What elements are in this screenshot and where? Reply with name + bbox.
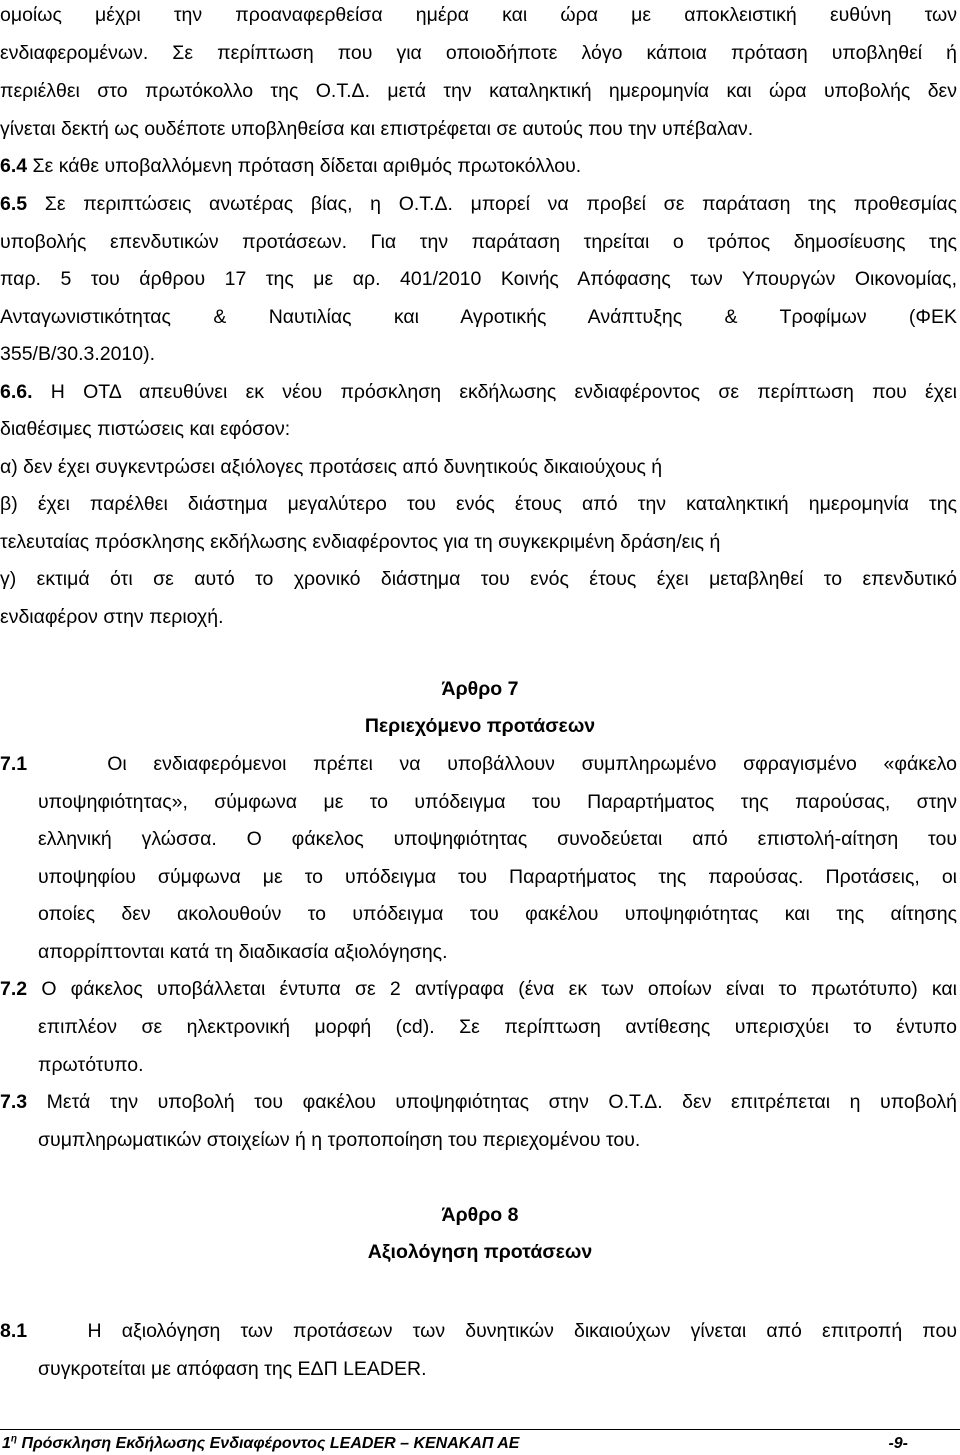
clause-number: 8.1 bbox=[0, 1320, 28, 1342]
clause-number: 6.6. bbox=[0, 381, 33, 403]
list-item-b: β) έχει παρέλθει διάστημα μεγαλύτερο του ενός έτους από την καταληκτική ημερομηνία της bbox=[0, 493, 957, 515]
paragraph-line: περιέλθει στο πρωτόκολλο της Ο.Τ.Δ. μετά την καταληκτική ημερομηνία και ώρα υποβολής δεν bbox=[0, 80, 957, 102]
paragraph-line: Ανταγωνιστικότητας & Ναυτιλίας και Αγροτικής Ανάπτυξης & Τροφίμων (ΦΕΚ bbox=[0, 306, 957, 328]
list-item-a: α) δεν έχει συγκεντρώσει αξιόλογες προτάσεις από δυνητικούς δικαιούχους ή bbox=[0, 456, 663, 478]
article-8-title: Αξιολόγηση προτάσεων bbox=[367, 1241, 593, 1263]
article-7-title: Περιεχόμενο προτάσεων bbox=[364, 715, 596, 737]
paragraph-line: υποβολής επενδυτικών προτάσεων. Για την παράταση τηρείται ο τρόπος δημοσίευσης της bbox=[0, 231, 957, 253]
clause-text: Η ΟΤΔ απευθύνει εκ νέου πρόσκληση εκδήλωσης ενδιαφέροντος σε περίπτωση που έχει bbox=[50, 381, 957, 403]
footer-title: Πρόσκληση Εκδήλωσης Ενδιαφέροντος LEADER – ΚΕΝΑΚΑΠ ΑΕ bbox=[21, 1435, 520, 1452]
paragraph-line: γίνεται δεκτή ως ουδέποτε υποβληθείσα και επιστρέφεται σε αυτούς που την υπέβαλαν. bbox=[0, 118, 754, 140]
footer-rule bbox=[0, 1429, 960, 1430]
clause-number: 7.1 bbox=[0, 753, 28, 775]
paragraph-7-1 bbox=[0, 751, 957, 777]
page-footer bbox=[2, 1434, 956, 1454]
paragraph-line: 355/Β/30.3.2010). bbox=[0, 343, 156, 365]
paragraph-line: ελληνική γλώσσα. Ο φάκελος υποψηφιότητας συνοδεύεται από επιστολή-αίτηση του bbox=[38, 828, 957, 850]
clause-text: Σε περιπτώσεις ανωτέρας βίας, η Ο.Τ.Δ. μπορεί να προβεί σε παράταση της προθεσμίας bbox=[44, 193, 957, 215]
list-item-c: γ) εκτιμά ότι σε αυτό το χρονικό διάστημα του ενός έτους έχει μεταβληθεί το επενδυτικό bbox=[0, 568, 957, 590]
paragraph-6-5 bbox=[0, 191, 957, 217]
article-7-heading: Άρθρο 7 bbox=[441, 678, 519, 700]
paragraph-line: τελευταίας πρόσκλησης εκδήλωσης ενδιαφέροντος για τη συγκεκριμένη δράση/εις ή bbox=[0, 531, 721, 553]
paragraph-line: διαθέσιμες πιστώσεις και εφόσον: bbox=[0, 418, 291, 440]
page-number: -9- bbox=[888, 1435, 908, 1452]
paragraph-7-3 bbox=[0, 1089, 957, 1115]
footer-ordinal: 1 bbox=[2, 1435, 11, 1452]
paragraph-line: συμπληρωματικών στοιχείων ή η τροποποίηση του περιεχομένου του. bbox=[38, 1129, 641, 1151]
paragraph-line: πρωτότυπο. bbox=[38, 1054, 144, 1076]
paragraph-line: υποψηφιότητας», σύμφωνα με το υπόδειγμα του Παραρτήματος της παρούσας, στην bbox=[38, 791, 957, 813]
clause-text: Ο φάκελος υποβάλλεται έντυπα σε 2 αντίγραφα (ένα εκ των οποίων είναι το πρωτότυπο) και bbox=[41, 978, 957, 1000]
clause-number: 6.5 bbox=[0, 193, 28, 215]
paragraph-line: συγκροτείται με απόφαση της ΕΔΠ LEADER. bbox=[38, 1358, 427, 1380]
paragraph-line: ενδιαφέρον στην περιοχή. bbox=[0, 606, 224, 628]
paragraph-7-2 bbox=[0, 976, 957, 1002]
paragraph-line: ομοίως μέχρι την προαναφερθείσα ημέρα και ώρα με αποκλειστική ευθύνη των bbox=[0, 4, 957, 26]
clause-text: Οι ενδιαφερόμενοι πρέπει να υποβάλλουν συμπληρωμένο σφραγισμένο «φάκελο bbox=[107, 753, 957, 775]
clause-text: Η αξιολόγηση των προτάσεων των δυνητικών δικαιούχων γίνεται από επιτροπή που bbox=[87, 1320, 957, 1342]
clause-number: 6.4 bbox=[0, 155, 28, 177]
paragraph-line: απορρίπτονται κατά τη διαδικασία αξιολόγησης. bbox=[38, 941, 448, 963]
clause-number: 7.3 bbox=[0, 1091, 28, 1113]
paragraph-line: υποψηφίου σύμφωνα με το υπόδειγμα του Παραρτήματος της παρούσας. Προτάσεις, οι bbox=[38, 866, 957, 888]
clause-text: Σε κάθε υποβαλλόμενη πρόταση δίδεται αριθμός πρωτοκόλλου. bbox=[32, 155, 582, 177]
paragraph-6-4 bbox=[0, 153, 957, 179]
paragraph-line: ενδιαφερομένων. Σε περίπτωση που για οποιοδήποτε λόγο κάποια πρόταση υποβληθεί ή bbox=[0, 42, 957, 64]
paragraph-line: οποίες δεν ακολουθούν το υπόδειγμα του φακέλου υποψηφιότητας και της αίτησης bbox=[38, 903, 957, 925]
paragraph-6-6 bbox=[0, 379, 957, 405]
article-8-heading: Άρθρο 8 bbox=[441, 1204, 519, 1226]
paragraph-line: επιπλέον σε ηλεκτρονική μορφή (cd). Σε περίπτωση αντίθεσης υπερισχύει το έντυπο bbox=[38, 1016, 957, 1038]
paragraph-line: παρ. 5 του άρθρου 17 της με αρ. 401/2010 Κοινής Απόφασης των Υπουργών Οικονομίας, bbox=[0, 268, 957, 290]
clause-text: Μετά την υποβολή του φακέλου υποψηφιότητας στην Ο.Τ.Δ. δεν επιτρέπεται η υποβολή bbox=[46, 1091, 957, 1113]
paragraph-8-1 bbox=[0, 1318, 957, 1344]
clause-number: 7.2 bbox=[0, 978, 28, 1000]
footer-ordinal-suffix: η bbox=[10, 1433, 18, 1445]
